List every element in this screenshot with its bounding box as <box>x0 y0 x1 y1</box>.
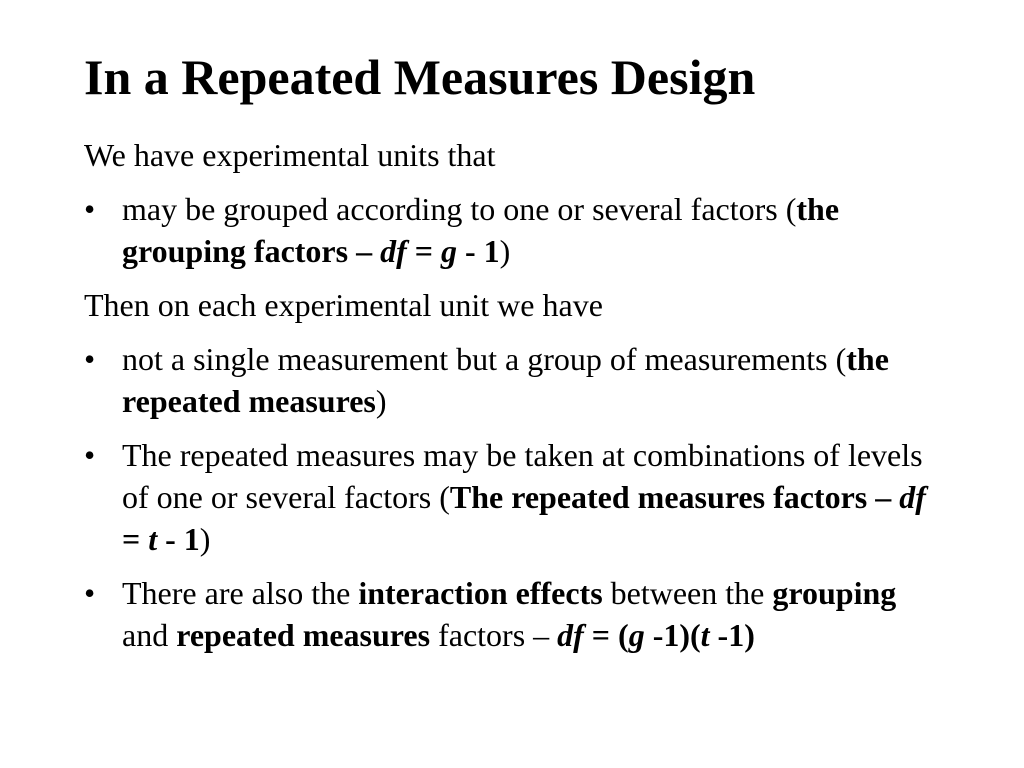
bullet-interaction-effects <box>84 572 944 656</box>
equals-sign: = <box>406 233 441 269</box>
t-symbol: t <box>700 617 710 653</box>
slide-body <box>84 134 944 668</box>
df-symbol: df <box>557 617 584 653</box>
formula-part: = ( <box>583 617 629 653</box>
bullet-point-icon: • <box>84 575 96 611</box>
second-paragraph: Then on each experimental unit we have <box>84 287 603 323</box>
formula-rest: - 1 <box>456 233 500 269</box>
bold-term-interaction: interaction effects <box>358 575 603 611</box>
bullet-text: factors – <box>430 617 558 653</box>
bold-term-repeated: repeated measures <box>176 617 431 653</box>
bullet-text: There are also the <box>122 575 359 611</box>
bullet-text: and <box>122 617 177 653</box>
closing-paren: ) <box>375 383 387 419</box>
formula-rest: - 1 <box>157 521 200 557</box>
bullet-text: not a single measurement but a group of measurements ( <box>122 341 847 377</box>
slide-title: In a Repeated Measures Design <box>84 49 756 105</box>
bullet-repeated-measures <box>84 338 944 422</box>
bullet-grouping-factors <box>84 188 944 272</box>
df-symbol: df <box>899 479 926 515</box>
closing-paren: ) <box>499 233 511 269</box>
bullet-point-icon: • <box>84 191 96 227</box>
bullet-text: may be grouped according to one or several factors ( <box>122 191 797 227</box>
bold-term: the repeated measures <box>122 341 889 419</box>
bold-term-text: the grouping factors – <box>122 191 840 269</box>
intro-paragraph: We have experimental units that <box>84 137 496 173</box>
formula-part: -1)( <box>644 617 701 653</box>
equals-sign: = <box>122 521 149 557</box>
bullet-point-icon: • <box>84 341 96 377</box>
g-symbol: g <box>440 233 457 269</box>
bullet-repeated-measures-factors <box>84 434 944 560</box>
df-symbol: df <box>380 233 407 269</box>
t-symbol: t <box>148 521 158 557</box>
df-formula <box>557 617 755 653</box>
bullet-text: between the <box>602 575 773 611</box>
formula-part: -1) <box>709 617 755 653</box>
bold-term-grouping: grouping <box>772 575 897 611</box>
closing-paren: ) <box>199 521 211 557</box>
bullet-text: The repeated measures may be taken at combinations of levels of one or several factors ( <box>122 437 923 515</box>
bullet-point-icon: • <box>84 437 96 473</box>
g-symbol: g <box>628 617 645 653</box>
bold-term-text: The repeated measures factors – <box>449 479 900 515</box>
